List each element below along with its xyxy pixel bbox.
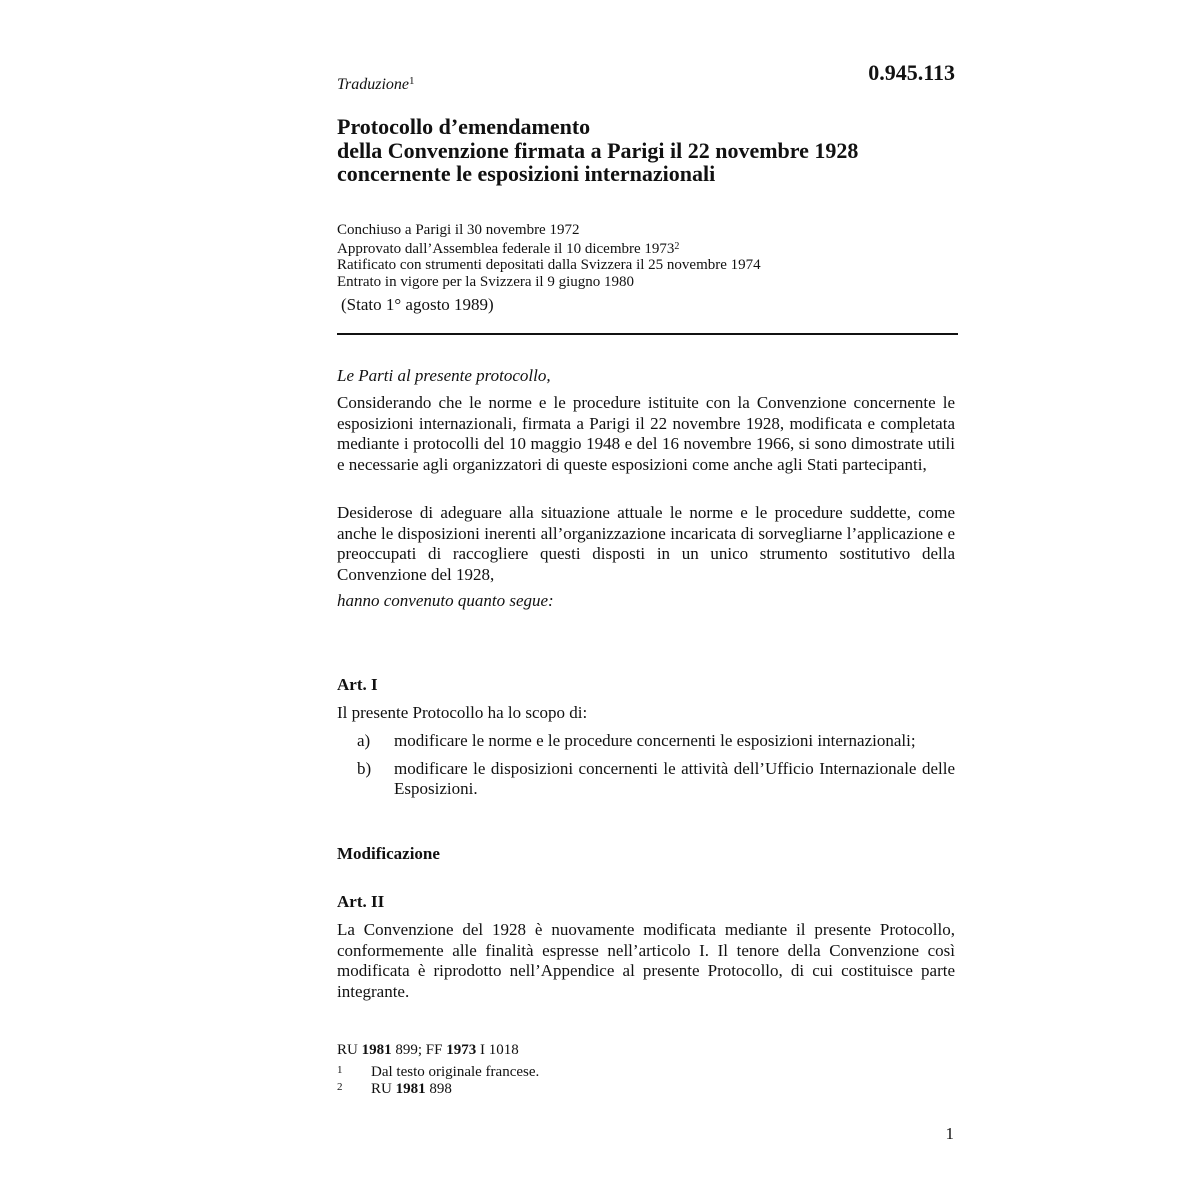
ratified-date: Ratificato con strumenti depositati dalla Svizzera il 25 novembre 1974 xyxy=(337,257,761,273)
footnote-text: RU 1981 898 xyxy=(371,1081,452,1097)
preamble-desiring: Desiderose di adeguare alla situazione attuale le norme e le procedure suddette, come anche le disposizioni inerenti all’organizzazione incaricata di sorvegliarne l’applicazione e preoccupati di raccogliere questi disposti in un unico strumento sostitutivo della Convenzione del 1928, xyxy=(337,503,955,584)
document-metadata xyxy=(337,222,761,290)
sr-number: 0.945.113 xyxy=(868,60,955,85)
section-heading: Modificazione xyxy=(337,844,440,863)
header-divider xyxy=(337,333,958,335)
translation-label: Traduzione$^1$ xyxy=(337,75,415,93)
list-item-text: modificare le norme e le procedure concernenti le esposizioni internazionali; xyxy=(394,731,916,750)
footnote-ref-1: 1 xyxy=(409,75,415,87)
preamble-parties: Le Parti al presente protocollo, xyxy=(337,366,551,385)
preamble-agreed: hanno convenuto quanto segue: xyxy=(337,591,554,610)
document-title xyxy=(337,115,858,186)
footnote-ref-2: 2 xyxy=(674,240,680,252)
in-force-date: Entrato in vigore per la Svizzera il 9 giugno 1980 xyxy=(337,273,635,290)
title-line-1: Protocollo d’emendamento xyxy=(337,114,591,139)
source-reference: RU 1981 899; FF 1973 I 1018 xyxy=(337,1042,519,1058)
footnote-number: 1 xyxy=(337,1064,343,1076)
preamble-considering: Considerando che le norme e le procedure istituite con la Convenzione concernente le esposizioni internazionali, firmata a Parigi il 22 novembre 1928, modificata e completata mediante i protocolli del 10 maggio 1948 e del 16 novembre 1966, si sono dimostrate utili e necessarie agli organizzatori di queste esposizioni come anche agli Stati partecipanti, xyxy=(337,393,955,474)
title-line-2: della Convenzione firmata a Parigi il 22 novembre 1928 xyxy=(337,137,859,163)
page-number: 1 xyxy=(945,1124,954,1143)
list-item-text: modificare le disposizioni concernenti le attività dell’Ufficio Internazionale delle Esposizioni. xyxy=(394,759,955,798)
article-1-intro: Il presente Protocollo ha lo scopo di: xyxy=(337,703,588,722)
status-date: (Stato 1° agosto 1989) xyxy=(341,295,494,314)
approved-date: Approvato dall’Assemblea federale il 10 dicembre 1973$^2$ xyxy=(337,240,680,257)
footnote-text: Dal testo originale francese. xyxy=(371,1064,540,1080)
title-line-3: concernente le esposizioni internazionali xyxy=(337,161,716,186)
footnote-number: 2 xyxy=(337,1081,343,1093)
article-2-heading: Art. II xyxy=(337,892,385,911)
article-2-text: La Convenzione del 1928 è nuovamente modificata mediante il presente Protocollo, conformemente alle finalità espresse nell’articolo I. Il tenore della Convenzione così modificata è riprodotto nell’Appendice al presente Protocollo, di cui costituisce parte integrante. xyxy=(337,920,955,1001)
concluded-date: Conchiuso a Parigi il 30 novembre 1972 xyxy=(337,222,580,238)
list-item-label: a) xyxy=(357,731,371,750)
article-1-heading: Art. I xyxy=(337,675,378,694)
list-item-label: b) xyxy=(357,759,372,778)
